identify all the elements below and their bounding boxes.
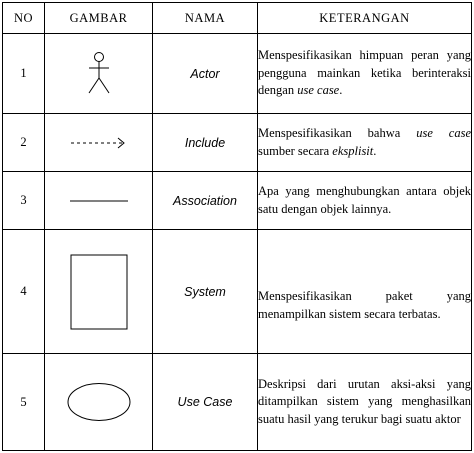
row-name: Include: [153, 114, 258, 172]
row-description: [258, 354, 472, 451]
solid-line-icon: [69, 198, 129, 204]
row-number: 3: [3, 172, 45, 230]
row-description: [258, 114, 472, 172]
table-row: [3, 114, 472, 172]
row-name: System: [153, 230, 258, 354]
picture-cell: [45, 230, 153, 354]
italic-term: eksplisit: [332, 143, 374, 158]
ellipse-icon: [67, 382, 131, 422]
row-description: [258, 230, 472, 354]
picture-cell: [45, 34, 153, 114]
header-no: NO: [3, 3, 45, 34]
row-number: 1: [3, 34, 45, 114]
description-text: .: [373, 143, 377, 158]
row-description: [258, 172, 472, 230]
description-text: sumber secara: [258, 143, 333, 158]
table-row: [3, 230, 472, 354]
header-row: [3, 3, 472, 34]
row-number: 4: [3, 230, 45, 354]
row-number: 5: [3, 354, 45, 451]
description-text: Apa yang menghubungkan antara objek satu dengan objek lainnya.: [258, 184, 471, 216]
header-nama: NAMA: [153, 3, 258, 34]
use-case-symbol-table: [2, 2, 472, 451]
description-text: Menspesifikasikan paket yang menampilkan sistem secara terbatas.: [258, 289, 471, 321]
description-text: Menspesifikasikan himpuan peran yang pengguna mainkan ketika berinteraksi dengan: [258, 48, 471, 98]
italic-term: use case: [297, 83, 340, 98]
italic-term: use case: [416, 126, 471, 140]
table-row: [3, 34, 472, 114]
row-number: 2: [3, 114, 45, 172]
dashed-arrow-icon: [69, 136, 129, 150]
picture-cell: [45, 172, 153, 230]
table-row: [3, 354, 472, 451]
row-name: Actor: [153, 34, 258, 114]
picture-cell: [45, 114, 153, 172]
description-text: .: [339, 83, 343, 98]
row-name: Association: [153, 172, 258, 230]
header-gambar: GAMBAR: [45, 3, 153, 34]
description-text: Menspesifikasikan bahwa: [258, 126, 417, 140]
description-text: Deskripsi dari urutan aksi-aksi yang ditampilkan sistem yang menghasilkan suatu hasil yang terukur bagi suatu aktor: [258, 376, 471, 426]
header-keterangan: KETERANGAN: [258, 3, 472, 34]
row-description: [258, 34, 472, 114]
table-row: [3, 172, 472, 230]
picture-cell: [45, 354, 153, 451]
actor-icon: [84, 51, 114, 97]
row-name: Use Case: [153, 354, 258, 451]
rectangle-icon: [70, 254, 128, 330]
